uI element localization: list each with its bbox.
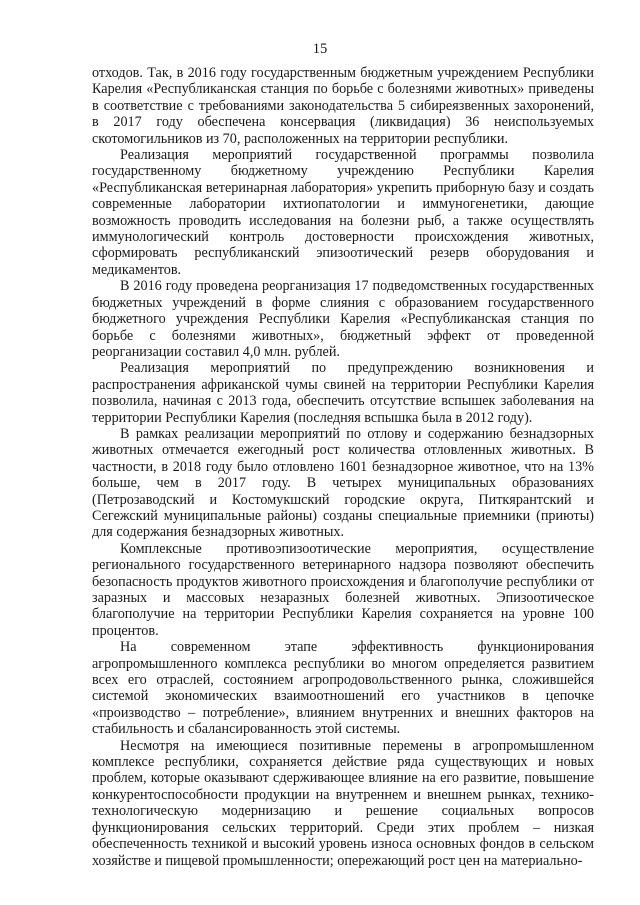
paragraph-reorganization: В 2016 году проведена реорганизация 17 подведомственных государственных бюджетных учреждений в форме слияния с образованием государственного бюджетного учреждения Республики Карелия «Республиканская станция по борьбе с болезнями животных», бюджетный эффект от проведенной реорганизации составил 4,0 млн. рублей. [92,278,594,360]
paragraph-antiepizootic-measures: Комплексные противоэпизоотические мероприятия, осуществление регионального государственного ветеринарного надзора позволяют обеспечить безопасность продуктов животного происхождения и благополучие республики от заразных и массовых незаразных болезней животных. Эпизоотическое благополучие на территории Республики Карелия сохраняется на уровне 100 процентов. [92,540,594,639]
paragraph-stray-animals: В рамках реализации мероприятий по отлову и содержанию безнадзорных животных отмечается ежегодный рост количества отловленных животных. В частности, в 2018 году было отловлено 1601 безнадзорное животное, что на 13% больше, чем в 2017 году. В четырех муниципальных образованиях (Петрозаводский и Костомукшский городские округа, Питкярантский и Сегежский муниципальные районы) созданы специальные приемники (приюты) для содержания безнадзорных животных. [92,425,594,541]
body-text [92,65,594,869]
paragraph-veterinary-laboratory: Реализация мероприятий государственной программы позволила государственному бюджетному учреждению Республики Карелия «Республиканская ветеринарная лаборатория» укрепить приборную базу и создать современные лаборатории ихтиопатологии и иммуногенетики, дающие возможность проводить исследования на болезни рыб, а также осуществлять иммунологический контроль достоверности происхождения животных, сформировать республиканский эпизоотический резерв оборудования и медикаментов. [92,147,594,278]
paragraph-african-swine-fever: Реализация мероприятий по предупреждению возникновения и распространения африканской чумы свиней на территории Республики Карелия позволила, начиная с 2013 года, обеспечить отсутствие вспышек заболевания на территории Республики Карелия (последняя вспышка была в 2012 году). [92,360,594,426]
paragraph-waste-burials: отходов. Так, в 2016 году государственным бюджетным учреждением Республики Карелия «Республиканская станция по борьбе с болезнями животных» приведены в соответствие с требованиями законодательства 5 сибиреязвенных захоронений, в 2017 году обеспечена консервация (ликвидация) 36 неиспользуемых скотомогильников из 70, расположенных на территории республики. [92,65,594,147]
paragraph-agroindustrial-efficiency: На современном этапе эффективность функционирования агропромышленного комплекса республики во многом определяется развитием всех его отраслей, состоянием агропродовольственного рынка, сложившейся системой экономических взаимоотношений его участников в цепочке «производство – потребление», влиянием внутренних и внешних факторов на стабильность и сбалансированность этой системы. [92,639,594,738]
page-number: 15 [312,41,328,57]
paragraph-problems: Несмотря на имеющиеся позитивные перемены в агропромышленном комплексе республики, сохраняется действие ряда существующих и новых проблем, которые оказывают сдерживающее влияние на его развитие, повышение конкурентоспособности продукции на внутреннем и внешнем рынках, технико-технологическую модернизацию и решение социальных вопросов функционирования сельских территорий. Среди этих проблем – низкая обеспеченность техникой и высокий уровень износа основных фондов в сельском хозяйстве и пищевой промышленности; опережающий рост цен на материально- [92,737,594,869]
